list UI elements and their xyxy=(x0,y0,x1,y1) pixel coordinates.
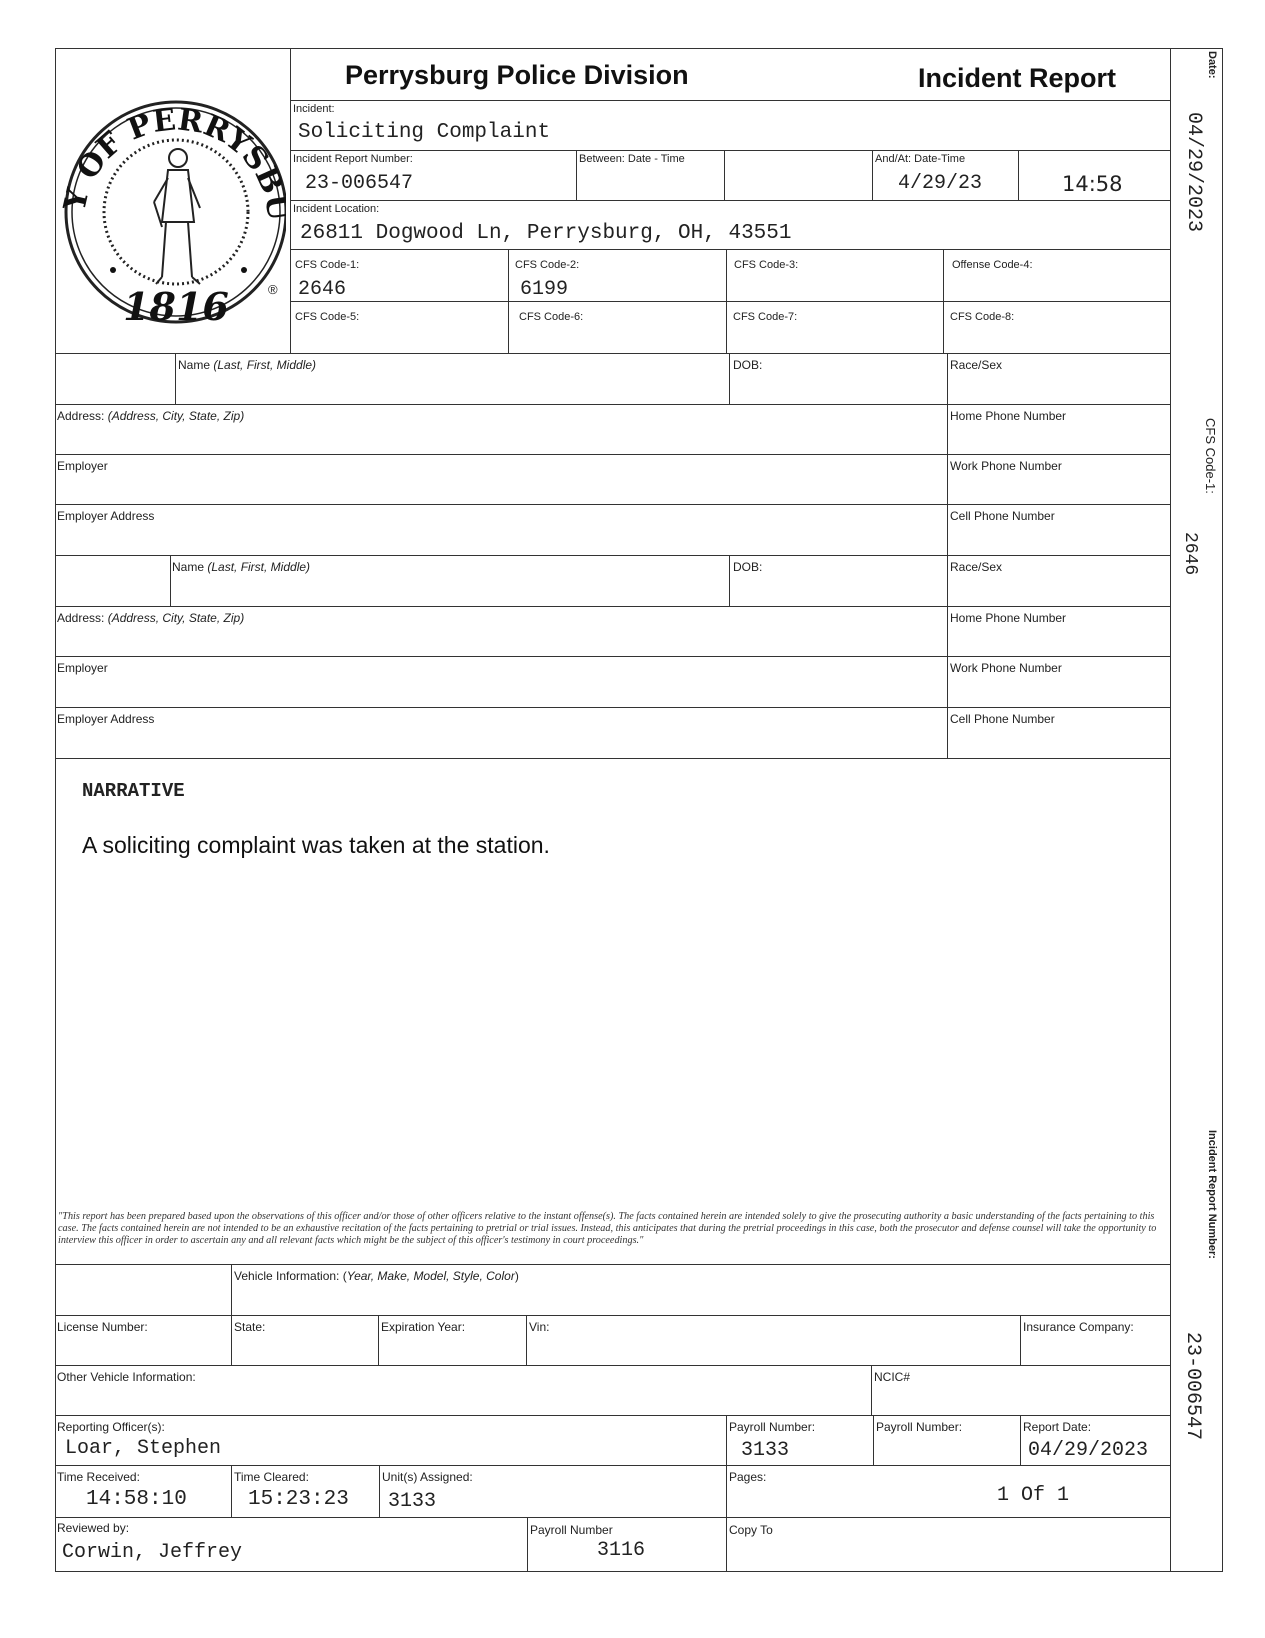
offense4-label: Offense Code-4: xyxy=(952,259,1033,271)
side-irn-value: 23-006547 xyxy=(1181,1332,1204,1441)
incident-label: Incident: xyxy=(293,103,335,115)
cfs7-label: CFS Code-7: xyxy=(733,311,798,323)
person2-address-label: Address: (Address, City, State, Zip) xyxy=(57,611,245,625)
payroll3-label: Payroll Number xyxy=(530,1523,613,1537)
cfs1-value: 2646 xyxy=(298,278,347,301)
reviewed-by-value: Corwin, Jeffrey xyxy=(62,1541,243,1564)
side-date-label: Date: xyxy=(1206,51,1218,79)
and-at-time: 14:58 xyxy=(1062,172,1123,196)
reporting-officer-value: Loar, Stephen xyxy=(65,1437,222,1460)
report-type-title: Incident Report xyxy=(918,63,1117,93)
person2-name-label: Name (Last, First, Middle) xyxy=(172,560,311,574)
incident-value: Soliciting Complaint xyxy=(298,121,551,144)
person2-home-phone-label: Home Phone Number xyxy=(950,611,1067,625)
cfs3-label: CFS Code-3: xyxy=(734,259,799,271)
svg-text:CITY OF PERRYSBURG: Y OF PERRYSB xyxy=(58,102,286,214)
report-date-label: Report Date: xyxy=(1023,1420,1092,1434)
agency-title: Perrysburg Police Division xyxy=(345,60,689,90)
report-date-value: 04/29/2023 xyxy=(1028,1439,1149,1462)
payroll3-value: 3116 xyxy=(597,1539,646,1562)
copy-to-label: Copy To xyxy=(729,1523,773,1537)
side-irn-label: Incident Report Number: xyxy=(1206,1130,1218,1259)
insurance-label: Insurance Company: xyxy=(1023,1320,1134,1334)
reporting-officer-label: Reporting Officer(s): xyxy=(57,1420,165,1434)
person1-name-label: Name (Last, First, Middle) xyxy=(178,358,317,372)
report-number-label: Incident Report Number: xyxy=(293,153,413,165)
units-assigned-label: Unit(s) Assigned: xyxy=(382,1470,473,1484)
person2-employer-label: Employer xyxy=(57,661,108,675)
seal-year-text: 1816 xyxy=(123,284,229,329)
person1-employer-label: Employer xyxy=(57,459,108,473)
between-label: Between: Date - Time xyxy=(579,153,685,165)
cfs5-label: CFS Code-5: xyxy=(295,311,360,323)
registered-mark: ® xyxy=(268,282,278,297)
person1-dob-label: DOB: xyxy=(733,358,763,372)
person1-cell-phone-label: Cell Phone Number xyxy=(950,509,1055,523)
vehicle-info-label: Vehicle Information: (Year, Make, Model, Style, Color) xyxy=(234,1269,519,1283)
cfs2-label: CFS Code-2: xyxy=(515,259,580,271)
person2-dob-label: DOB: xyxy=(733,560,763,574)
pages-label: Pages: xyxy=(729,1470,767,1484)
other-vehicle-label: Other Vehicle Information: xyxy=(57,1370,196,1384)
report-number-value: 23-006547 xyxy=(305,172,414,195)
person2-cell-phone-label: Cell Phone Number xyxy=(950,712,1055,726)
narrative-text: A soliciting complaint was taken at the station. xyxy=(82,832,550,858)
time-received-label: Time Received: xyxy=(57,1470,140,1484)
side-cfs-label: CFS Code-1: xyxy=(1203,418,1218,494)
payroll1-label: Payroll Number: xyxy=(729,1420,816,1434)
payroll1-value: 3133 xyxy=(741,1439,790,1462)
person1-work-phone-label: Work Phone Number xyxy=(950,459,1062,473)
person2-work-phone-label: Work Phone Number xyxy=(950,661,1062,675)
ncic-label: NCIC# xyxy=(874,1370,911,1384)
side-cfs-value: 2646 xyxy=(1180,532,1200,576)
person2-employer-address-label: Employer Address xyxy=(57,712,155,726)
location-value: 26811 Dogwood Ln, Perrysburg, OH, 43551 xyxy=(300,222,792,245)
units-assigned-value: 3133 xyxy=(388,1490,437,1513)
pages-value: 1 Of 1 xyxy=(997,1484,1070,1507)
side-date-value: 04/29/2023 xyxy=(1182,112,1205,233)
time-cleared-value: 15:23:23 xyxy=(248,1488,349,1511)
disclaimer-text: "This report has been prepared based upon the observations of this officer and/or those of other officers relative to the instant offense(s). The facts contained herein are intended solely to give the prosecuting authority a basic understanding of the facts pertaining to this case. The facts contained herein are not intended to be an exhaustive recitation of the facts pertaining to pretrial or trial issues. Instead, this anticipates that during the pretrial proceedings in this case, both the prosecutor and defense counsel will take the opportunity to interview this officer in order to ascertain any and all relevant facts which might be the subject of this officer's testimony in court proceedings." xyxy=(58,1211,1157,1246)
reviewed-by-label: Reviewed by: xyxy=(57,1521,130,1535)
time-received-value: 14:58:10 xyxy=(86,1488,187,1511)
state-label: State: xyxy=(234,1320,266,1334)
and-at-label: And/At: Date-Time xyxy=(875,153,966,165)
expiration-label: Expiration Year: xyxy=(381,1320,466,1334)
person2-race-sex-label: Race/Sex xyxy=(950,560,1003,574)
person1-address-label: Address: (Address, City, State, Zip) xyxy=(57,409,245,423)
person1-home-phone-label: Home Phone Number xyxy=(950,409,1067,423)
cfs6-label: CFS Code-6: xyxy=(519,311,584,323)
location-label: Incident Location: xyxy=(293,203,380,215)
time-cleared-label: Time Cleared: xyxy=(234,1470,309,1484)
narrative-heading: NARRATIVE xyxy=(82,780,185,802)
vin-label: Vin: xyxy=(529,1320,550,1334)
person1-race-sex-label: Race/Sex xyxy=(950,358,1003,372)
cfs8-label: CFS Code-8: xyxy=(950,311,1015,323)
city-seal-logo xyxy=(58,52,286,352)
license-label: License Number: xyxy=(57,1320,148,1334)
person1-employer-address-label: Employer Address xyxy=(57,509,155,523)
and-at-date: 4/29/23 xyxy=(898,172,983,195)
cfs2-value: 6199 xyxy=(520,278,569,301)
payroll2-label: Payroll Number: xyxy=(876,1420,963,1434)
cfs1-label: CFS Code-1: xyxy=(295,259,360,271)
